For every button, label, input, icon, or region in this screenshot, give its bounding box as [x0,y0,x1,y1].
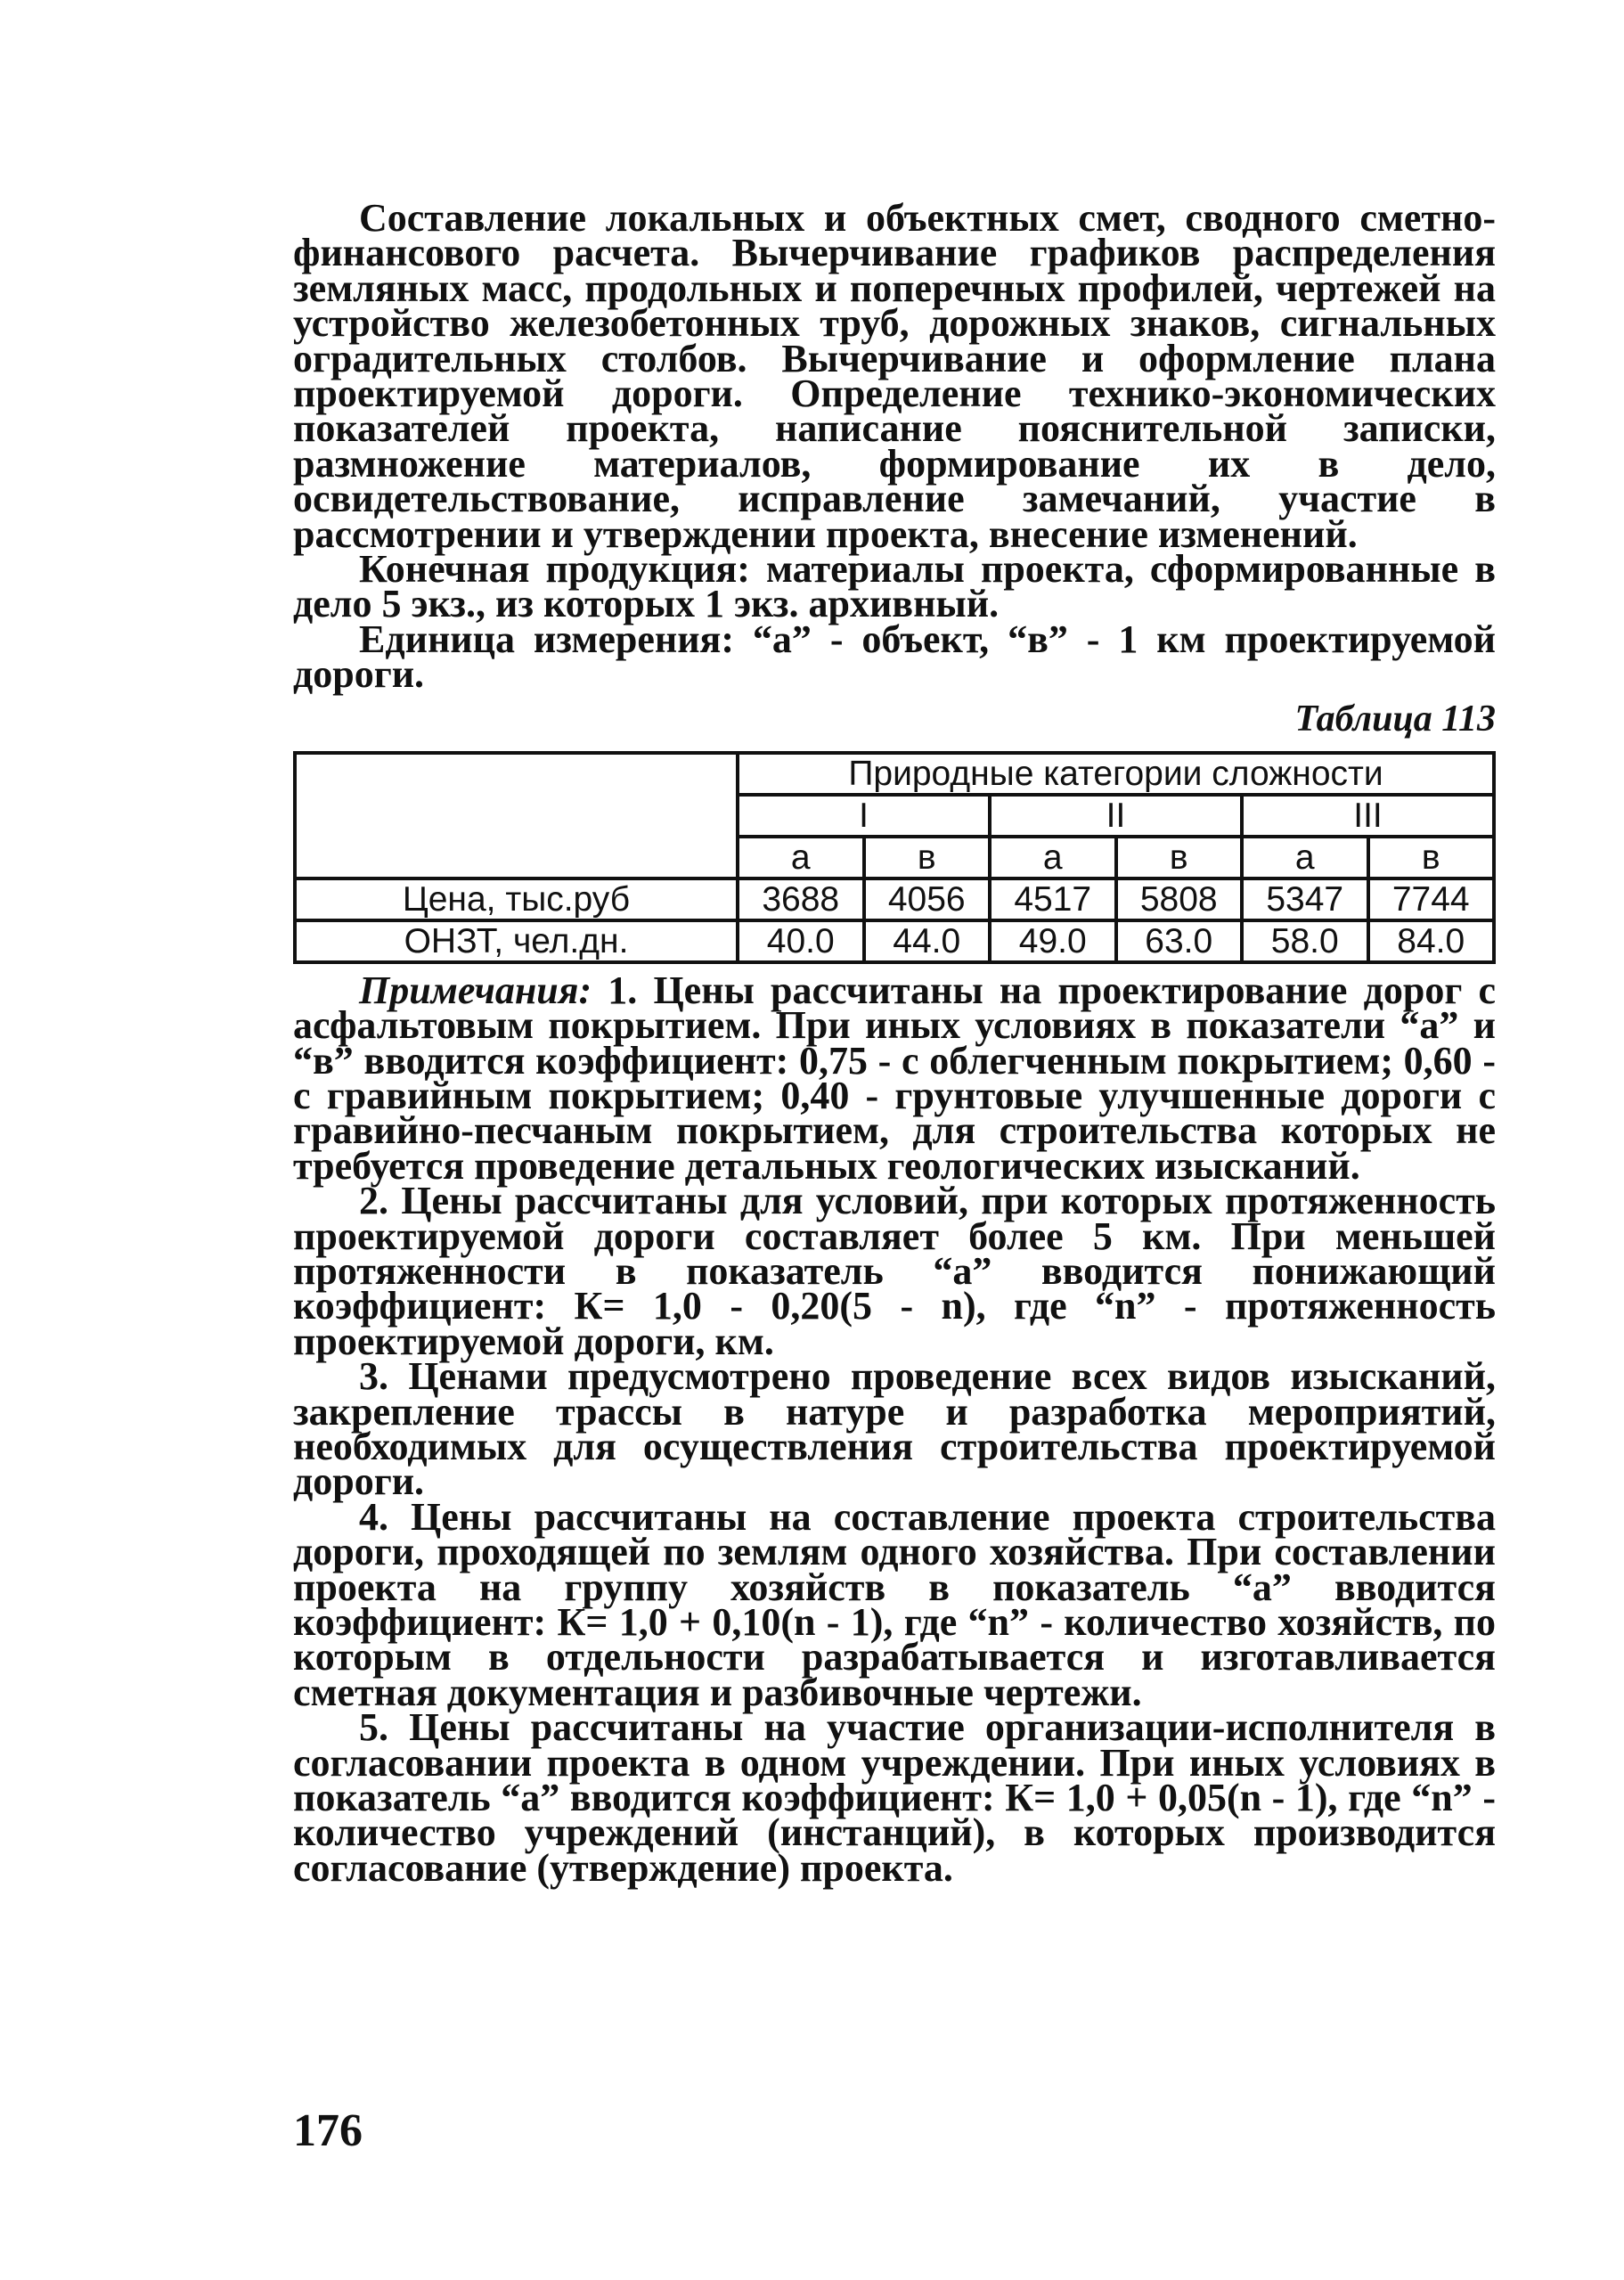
category-2: II [990,795,1242,837]
paragraph-final-product: Конечная продукция: материалы проекта, сформированные в дело 5 экз., из которых 1 экз. архивный. [293,547,1496,626]
note-2: 2. Цены рассчитаны для условий, при которых протяженность проектируемой дороги составляет более 5 км. При меньшей протяженности в показатель “а” вводится понижающий коэффициент: К= 1,0 - 0,20(5 - n), где “n” - протяженность проектируемой дороги, км. [293,1179,1496,1363]
table-cell: 5347 [1242,878,1368,920]
subheader-v: в [864,837,991,878]
table-cell: 4056 [864,878,991,920]
note-3: 3. Ценами предусмотрено проведение всех видов изысканий, закрепление трассы в натуре и разработка мероприятий, необходимых для осуществления строительства проектируемой дороги. [293,1354,1496,1504]
subheader-v: в [1368,837,1495,878]
note-5: 5. Цены рассчитаны на участие организации-исполнителя в согласовании проекта в одном учреждении. При иных условиях в показатель “а” вводится коэффициент: К= 1,0 + 0,05(n - 1), где “n” - количество учреждений (инстанций), в которых производится согласование (утверждение) проекта. [293,1705,1496,1890]
table-cell: 63.0 [1116,920,1243,962]
table-row [295,878,1494,920]
table-row [295,920,1494,962]
notes-label: Примечания: [359,968,592,1012]
table-header-row [295,753,1494,795]
subheader-a: а [1242,837,1368,878]
page-content [293,196,1497,1890]
paragraph-unit-of-measure: Единица измерения: “а” - объект, “в” - 1 км проектируемой дороги. [293,617,1496,697]
table-cell: 5808 [1116,878,1243,920]
row-label-labor: ОНЗТ, чел.дн. [295,920,738,962]
table-cell: 7744 [1368,878,1495,920]
table-cell: 49.0 [990,920,1116,962]
subheader-v: в [1116,837,1243,878]
category-3: III [1242,795,1494,837]
price-table [293,751,1496,964]
paragraph-work-scope: Составление локальных и объектных смет, сводного сметно-финансового расчета. Вычерчивание графиков распределения земляных масс, продольных и поперечных профилей, чертежей на устройство железобетонных труб, дорожных знаков, сигнальных оградительных столбов. Вычерчивание и оформление плана проектируемой дороги. Определение технико-экономических показателей проекта, написание пояснительной записки, размножение материалов, формирование их в дело, освидетельствование, исправление замечаний, участие в рассмотрении и утверждении проекта, внесение изменений. [293,196,1496,556]
table-cell: 84.0 [1368,920,1495,962]
table-cell: 3688 [738,878,864,920]
note-1 [293,968,1497,1188]
table-cell: 44.0 [864,920,991,962]
row-label-price: Цена, тыс.руб [295,878,738,920]
table-header-group: Природные категории сложности [738,753,1494,795]
category-1: I [738,795,990,837]
page-number: 176 [293,2105,363,2156]
table-cell: 58.0 [1242,920,1368,962]
subheader-a: а [990,837,1116,878]
table-cell: 4517 [990,878,1116,920]
table-title: Таблица 113 [1294,698,1496,740]
note-1-text: 1. Цены рассчитаны на проектирование дорог с асфальтовым покрытием. При иных условиях в показатели “а” и “в” вводится коэффициент: 0,75 - с облегченным покрытием; 0,60 - с гравийным покрытием; 0,40 - грунтовые улучшенные дороги с гравийно-песчаным покрытием, для строительства которых не требуется проведение детальных геологических изысканий. [293,968,1497,1188]
subheader-a: а [738,837,864,878]
table-cell: 40.0 [738,920,864,962]
note-4: 4. Цены рассчитаны на составление проекта строительства дороги, проходящей по землям одного хозяйства. При составлении проекта на группу хозяйств в показатель “а” вводится коэффициент: К= 1,0 + 0,10(n - 1), где “n” - количество хозяйств, по которым в отдельности разрабатывается и изготавливается сметная документация и разбивочные чертежи. [293,1494,1496,1714]
table-corner-cell [295,753,738,878]
